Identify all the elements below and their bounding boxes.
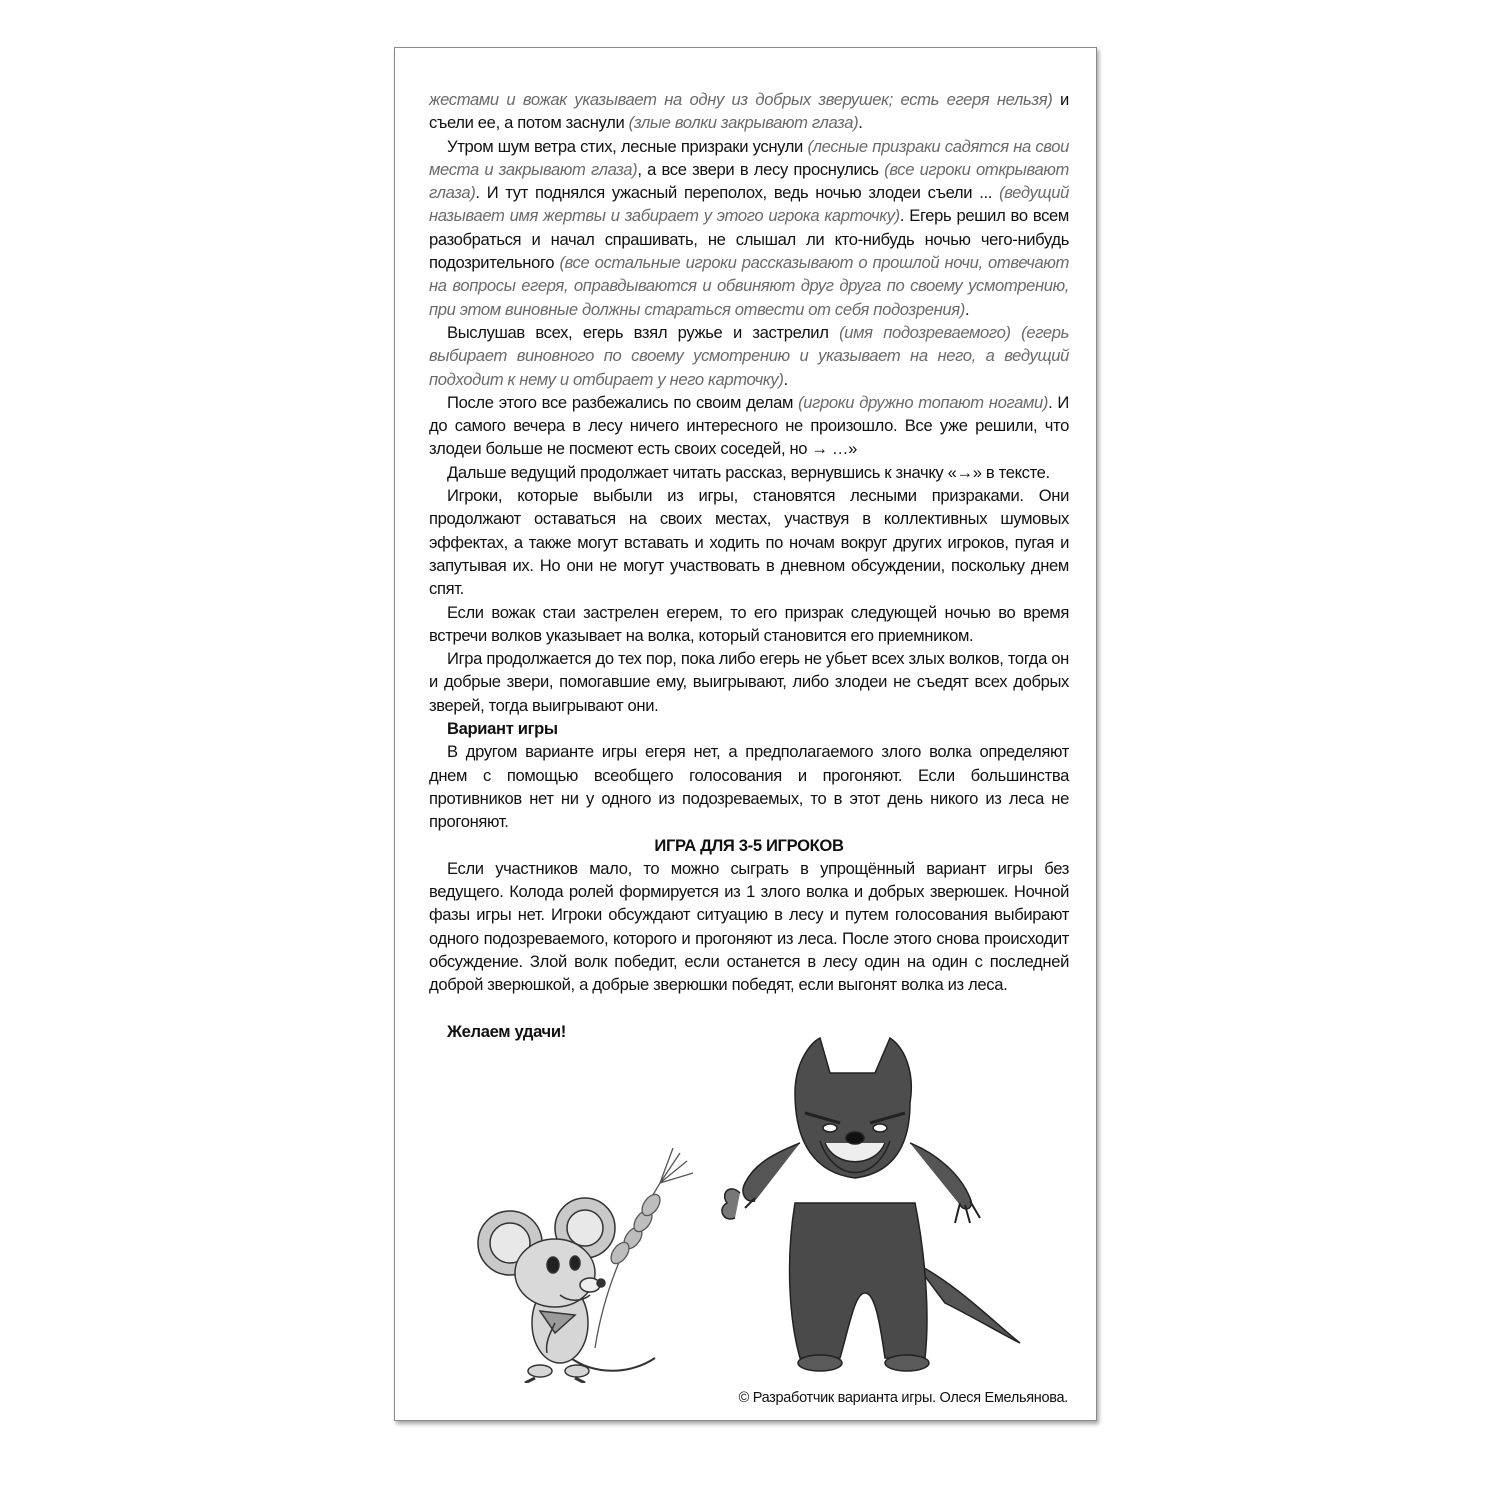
story-text: Выслушав всех, егерь взял ружье и застрелил (447, 322, 840, 342)
story-text: . И тут поднялся ужасный переполох, ведь ночью злодеи съели ... (475, 183, 1000, 203)
closing-wish: Желаем удачи! (447, 1021, 566, 1041)
host-comment: (все игроки открывают глаза) (429, 159, 1069, 203)
wheat-stalk-icon (595, 1148, 693, 1348)
mouse-and-wolf-illustration (455, 1033, 1075, 1383)
leaflet-page (394, 47, 1097, 1421)
story-text: . (783, 369, 788, 389)
small-game-heading: ИГРА ДЛЯ 3-5 ИГРОКОВ (654, 835, 844, 855)
variant-text: В другом варианте игры егеря нет, а предполагаемого злого волка определяют днем с помощью всеобщего голосования и прогоняют. Если большинства противников нет ни у одного из подозреваемых, то в этот день никого из леса не прогоняют. (429, 742, 1069, 832)
story-text: и съели ее, а потом заснули (429, 90, 1069, 133)
story-paragraph (429, 647, 1069, 717)
story-text: , а все звери в лесу проснулись (637, 159, 885, 179)
host-comment: (имя подозреваемого) (егерь выбирает виновного по своему усмотрению и указывает на него, а ведущий подходит к нему и отбирает у него карточку) (429, 322, 1069, 389)
story-text: Игра продолжается до тех пор, пока либо егерь не убьет всех злых волков, тогда он и добрые звери, помогавшие ему, выигрывают, либо злодеи не съедят всех добрых зверей, тогда выигрывают они. (429, 649, 1069, 715)
rules-text (429, 88, 1069, 1043)
story-text: Дальше ведущий продолжает читать рассказ, вернувшись к значку «→» в тексте. (447, 462, 1050, 482)
story-text: . Егерь решил во всем разобраться и начал спрашивать, не слышал ли кто-нибудь ночью чего-нибудь подозрительного (429, 206, 1069, 273)
story-text: Игроки, которые выбыли из игры, становятся лесными призраками. Они продолжают оставаться на своих местах, участвуя в коллективных шумовых эффектах, а также могут вставать и ходить по ночам вокруг других игроков, пугая и запутывая их. Но они не могут участвовать в дневном обсуждении, поскольку днем спят. (429, 486, 1069, 599)
story-text: . И до самого вечера в лесу ничего интересного не произошло. Все уже решили, что злодеи больше не посмеют есть своих соседей, но → …» (429, 392, 1069, 459)
story-text: Утром шум ветра стих, лесные призраки уснули (447, 136, 808, 156)
story-paragraph (429, 88, 1069, 135)
story-paragraphs (429, 88, 1069, 717)
wolf-character (722, 1038, 1020, 1371)
small-game-text: Если участников мало, то можно сыграть в упрощённый вариант игры без ведущего. Колода ролей формируется из 1 злого волка и добрых зверюшек. Ночной фазы игры нет. Игроки обсуждают ситуацию в лесу и путем голосования выбирают одного подозреваемого, которого и прогоняют из леса. После этого снова происходит обсуждение. Злой волк победит, если останется в лесу один на один с последней доброй зверюшкой, а добрые зверюшки победят, если выгонят волка из леса. (429, 858, 1069, 995)
story-paragraph (429, 135, 1069, 321)
host-comment: (все остальные игроки рассказывают о прошлой ночи, отвечают на вопросы егеря, оправдываются и обвиняют друг друга по своему усмотрению, при этом виновные должны стараться отвести от себя подозрения) (429, 253, 1069, 319)
story-paragraph (429, 484, 1069, 600)
story-paragraph (429, 601, 1069, 648)
host-comment: жестами и вожак указывает на одну из добрых зверушек; есть егеря нельзя) (429, 90, 1053, 109)
host-comment: (злые волки закрывают глаза) (628, 113, 859, 133)
copyright-line: © Разработчик варианта игры. Олеся Емельянова. (738, 1390, 1068, 1406)
story-text: Если вожак стаи застрелен егерем, то его призрак следующей ночью во время встречи волков указывает на волка, который становится его приемником. (429, 602, 1069, 645)
story-text: . (964, 299, 970, 319)
story-paragraph (429, 321, 1069, 391)
story-paragraph (429, 391, 1069, 461)
story-text: После этого все разбежались по своим делам (447, 392, 799, 412)
host-comment: (лесные призраки садятся на свои места и закрывают глаза) (429, 136, 1069, 179)
host-comment: (игроки дружно топают ногами) (798, 392, 1049, 412)
host-comment: (ведущий называет имя жертвы и забирает у этого игрока карточку) (429, 183, 1069, 226)
story-paragraph (429, 461, 1069, 484)
story-text: . (858, 113, 863, 133)
variant-heading: Вариант игры (447, 719, 558, 739)
mouse-character (478, 1198, 655, 1383)
